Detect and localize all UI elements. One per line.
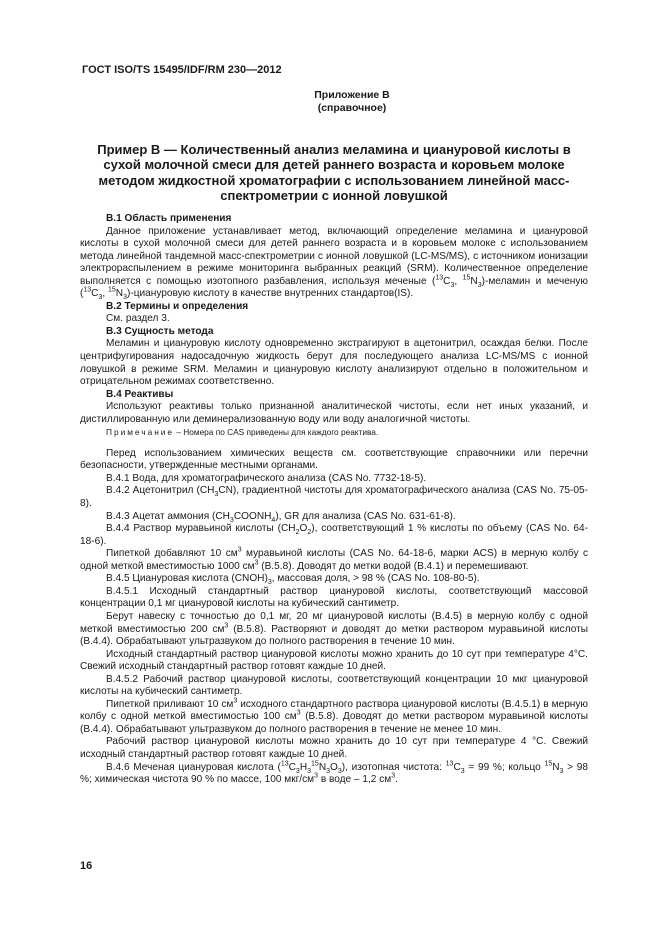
annex-heading bbox=[302, 89, 402, 115]
item-b44: В.4.4 Раствор муравьиной кислоты $(CH_2O_2)$, соответствующий 1 % кислоты по объему (CAS No. 64-18-6). bbox=[80, 523, 588, 547]
item-b451: В.4.5.1 Исходный стандартный раствор циануровой кислоты, соответствующий массовой концентрации 0,1 мг циануровой кислоты на кубический сантиметр. bbox=[80, 585, 588, 610]
paragraph-b452-storage: Рабочий раствор циануровой кислоты можно хранить до 10 сут при температуре 4 °С. Свежий исходный стандартный раствор готовят каждые 10 дней. bbox=[80, 736, 588, 760]
paragraph-b451: Берут навеску с точностью до 0,1 мг, 20 мг циануровой кислоты (В.4.5) в мерную колбу с одной меткой вместимостью 200 $см^3$ (В.5.8). Растворяют и доводят до метки раствором муравьиной кислоты (В.4.4). Обрабатывают ультразвуком до полного растворения в течение 10 мин. bbox=[80, 610, 589, 648]
annex-label: Приложение В bbox=[314, 89, 390, 101]
item-b42: В.4.2 Ацетонитрил $(CH_3CN)$, градиентной чистоты для хроматографического анализа (CAS No. 75-05-8). bbox=[80, 485, 588, 510]
item-b46: В.4.6 Меченая циануровая кислота $(^{13}C_3H_3^{15}N_3O_3)$, изотопная чистота: $^{13}C_3 = 99$ %; кольцо $^{15}N_3 > 98$ %; химическая чистота 90 % по массе, 100 мкг/$см^3$ в воде – 1,2 $см^3$. bbox=[80, 760, 588, 786]
paragraph-b4: Используют реактивы только признанной аналитической чистоты, если нет иных указаний, и дистиллированную или деминерализованную воду или воду аналогичной чистоты. bbox=[80, 401, 588, 425]
paragraph-b1: Данное приложение устанавливает метод, включающий определение меламина и циануровой кислоты в сухой молочной смеси для детей раннего возраста и в коровьем молоке с использованием метода линейной тандемной масс-спектрометрии с ионной ловушкой (LC-MS/MS), с источником ионизации электрораспылением в режиме мониторинга выбранных реакций (SRM). Количественное определение выполняется с помощью изотопного разбавления, используя меченые ($^{13}C_3$, $^{15}N_3$)-меламин и меченую ($^{13}C_3$, $^{15}N_3$)-циануровую кислоту в качестве внутренних стандартов(IS). bbox=[80, 225, 589, 302]
paragraph-b3: Меламин и циануровую кислоту одновременно экстрагируют в ацетонитрил, осаждая белки. После центрифугирования надосадочную жидкость берут для последующего анализа LC-MS/MS с ионной ловушкой в режиме SRM. Меламин и циануровую кислоту анализируют отдельно в положительном и отрицательном режимах соответственно. bbox=[80, 338, 588, 388]
item-b43: В.4.3 Ацетат аммония $(CH_3COONH_4)$, GR для анализа (CAS No. 631-61-8). bbox=[106, 510, 456, 524]
paragraph-b44: Пипеткой добавляют 10 $см^3$ муравьиной кислоты (CAS No. 64-18-6, марки ACS) в мерную колбу с одной меткой вместимостью 1000 $см^3$ (В.5.8). Доводят до метки водой (В.4.1) и перемешивают. bbox=[80, 546, 588, 572]
note-label: Примечание bbox=[106, 427, 175, 438]
item-b41: В.4.1 Вода, для хроматографического анализа (CAS No. 7732-18-5). bbox=[106, 472, 427, 484]
item-b45: В.4.5 Циануровая кислота $(CNOH)_3$, массовая доля, > 98 % (CAS No. 108-80-5). bbox=[106, 573, 480, 587]
document-header: ГОСТ ISO/TS 15495/IDF/RM 230—2012 bbox=[82, 64, 282, 76]
section-heading-b4: В.4 Реактивы bbox=[106, 388, 174, 400]
document-body bbox=[80, 213, 588, 787]
section-heading-b2: В.2 Термины и определения bbox=[106, 300, 249, 312]
paragraph-b451-storage: Исходный стандартный раствор циануровой кислоты можно хранить до 10 сут при температуре 4°С. Свежий исходный стандартный раствор готовят каждые 10 дней. bbox=[80, 648, 588, 673]
example-title: Пример В — Количественный анализ меламина и циануровой кислоты в сухой молочной смеси для детей раннего возраста и коровьем молоке методом жидкостной хроматографии с использованием линейной масс-спектрометрии с ионной ловушкой bbox=[97, 142, 571, 204]
section-heading-b3: В.3 Сущность метода bbox=[106, 325, 214, 337]
item-b452: В.4.5.2 Рабочий раствор циануровой кислоты, соответствующий концентрации 10 мкг циануровой кислоты на кубический сантиметр. bbox=[80, 673, 588, 698]
page-number: 16 bbox=[80, 860, 93, 872]
paragraph-b4-safety: Перед использованием химических веществ см. соответствующие справочники или перечни безопасности, утвержденные местными органами. bbox=[80, 447, 588, 472]
section-heading-b1: В.1 Область применения bbox=[106, 213, 232, 224]
paragraph-b2: См. раздел 3. bbox=[106, 313, 170, 325]
annex-kind: (справочное) bbox=[317, 102, 387, 114]
paragraph-b452: Пипеткой приливают 10 $см^3$ исходного стандартного раствора циануровой кислоты (В.4.5.1) в мерную колбу с одной меткой вместимостью 100 $см^3$ (В.5.8). Доводят до метки раствором муравьиной кислоты (В.4.4). Обрабатывают ультразвуком до полного растворения в течение не менее 10 мин. bbox=[80, 697, 588, 735]
note: Примечание – Номера по CAS приведены для каждого реактива. bbox=[106, 427, 379, 438]
